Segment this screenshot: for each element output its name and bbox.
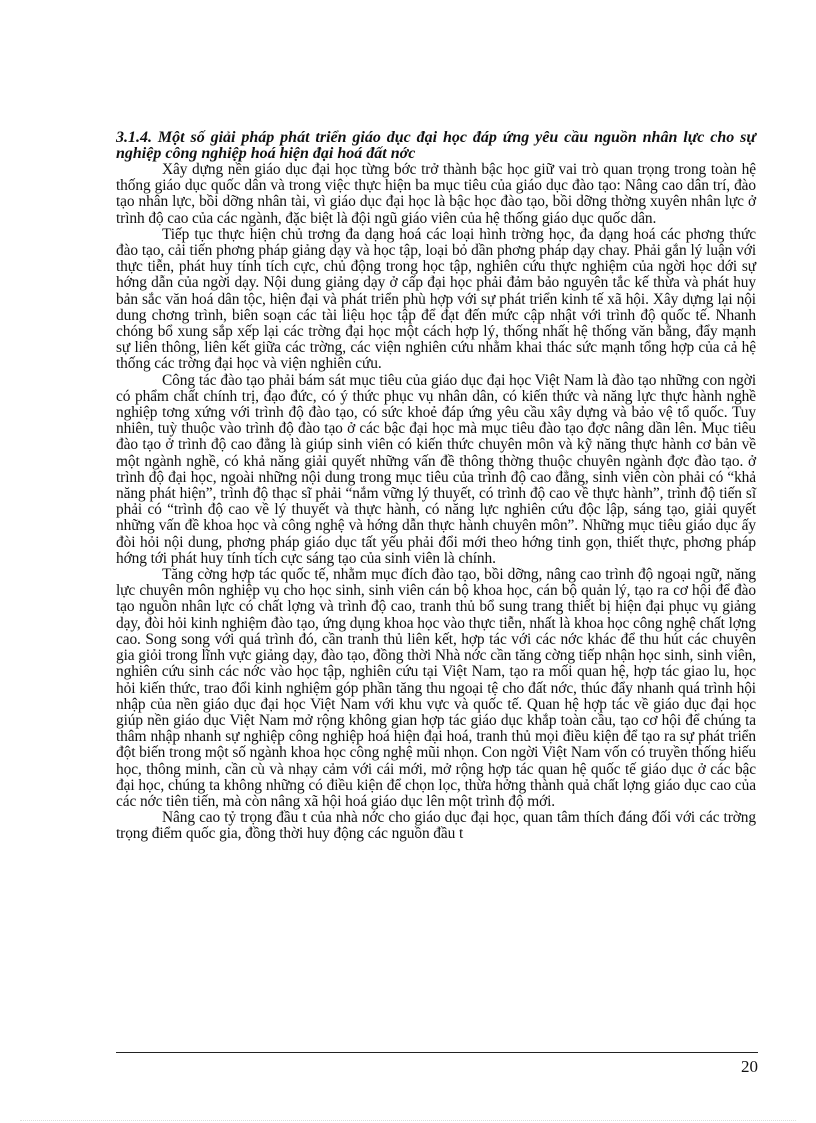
paragraph: Tăng cờng hợp tác quốc tế, nhằm mục đích đào tạo, bồi dỡng, nâng cao trình độ ngoại ngữ, năng lực chuyên môn nghiệp vụ cho học sinh, sinh viên cán bộ khoa học, cán bộ quản lý, tạo ra cơ hội để đào tạo nguồn nhân lực có chất lợng và trình độ cao, tranh thủ bổ sung trang thiết bị hiện đại phục vụ giảng dạy, đòi hỏi kinh nghiệm đào tạo, ứng dụng khoa học vào thực tiễn, nhất là khoa học công nghệ chất lợng cao. Song song với quá trình đó, cần tranh thủ liên kết, hợp tác với các nớc khác để thu hút các chuyên gia giỏi trong lĩnh vực giảng dạy, đào tạo, đồng thời Nhà nớc cần tăng cờng tiếp nhận học sinh, sinh viên, nghiên cứu sinh các nớc vào học tập, nghiên cứu tại Việt Nam, tạo ra mối quan hệ, hợp tác giao lu, học hỏi kiến thức, trao đổi kinh nghiệm góp phần tăng thu ngoại tệ cho đất nớc, thúc đẩy nhanh quá trình hội nhập của nền giáo dục đại học Việt Nam với khu vực và quốc tế. Quan hệ hợp tác về giáo dục đại học giúp nền giáo dục Việt Nam mở rộng không gian hợp tác giáo dục khắp toàn cầu, tạo cơ hội để chúng ta thâm nhập nhanh sự nghiệp công nghiệp hoá hiện đại hoá, tranh thủ mọi điều kiện để tạo ra sự phát triển đột biến trong một số ngành khoa học công nghệ mũi nhọn. Con ngời Việt Nam vốn có truyền thống hiếu học, thông minh, cần cù và nhạy cảm với cái mới, mở rộng hợp tác quan hệ quốc tế giáo dục ở các bậc đại học, chúng ta không những có điều kiện để chọn lọc, thừa hởng thành quả chất lợng giáo dục cao của các nớc tiên tiến, mà còn nâng xã hội hoá giáo dục lên một trình độ mới. [116,566,756,810]
paragraph: Xây dựng nền giáo dục đại học từng bớc trở thành bậc học giữ vai trò quan trọng trong toàn hệ thống giáo dục quốc dân và trong việc thực hiện ba mục tiêu của giáo dục đào tạo: Nâng cao dân trí, đào tạo nhân lực, bồi dỡng nhân tài, vì giáo dục đại học là bậc học đào tạo, bồi dỡng thờng xuyên nhân lực ở trình độ cao của các ngành, đặc biệt là đội ngũ giáo viên của hệ thống giáo dục quốc dân. [116,161,756,227]
page-number: 20 [741,1057,758,1076]
paragraph: Tiếp tục thực hiện chủ trơng đa dạng hoá các loại hình trờng học, đa dạng hoá các phơng thức đào tạo, cải tiến phơng pháp giảng dạy và học tập, loại bỏ dần phơng pháp dạy chay. Phải gắn lý luận với thực tiễn, phát huy tính tích cực, chủ động trong học tập, nghiên cứu thực nghiệm của ngời học dới sự hớng dẫn của ngời dạy. Nội dung giảng dạy ở cấp đại học phải đảm bảo nguyên tắc kế thừa và phát huy bản sắc văn hoá dân tộc, hiện đại và phát triển phù hợp với sự phát triển kinh tế xã hội. Xây dựng lại nội dung chơng trình, biên soạn các tài liệu học tập để đạt đến mức cập nhật với trình độ quốc tế. Nhanh chóng bổ xung sắp xếp lại các trờng đại học một cách hợp lý, thống nhất hệ thống văn bằng, đẩy mạnh sự liên thông, liên kết giữa các trờng, các viện nghiên cứu nhằm khai thác sức mạnh tổng hợp của cả hệ thống các trờng đại học và viện nghiên cứu. [116,225,756,373]
footer-divider [116,1052,758,1053]
section-heading: 3.1.4. Một số giải pháp phát triển giáo dục đại học đáp ứng yêu cầu nguồn nhân lực cho sự nghiệp công nghiệp hoá hiện đại hoá đất nớc [116,129,756,162]
paragraph: Nâng cao tỷ trọng đầu t của nhà nớc cho giáo dục đại học, quan tâm thích đáng đối với các trờng trọng điểm quốc gia, đồng thời huy động các nguồn đầu t [116,809,756,843]
page-content [116,130,756,843]
page-break-divider [20,1120,796,1121]
paragraph: Công tác đào tạo phải bám sát mục tiêu của giáo dục đại học Việt Nam là đào tạo những con ngời có phẩm chất chính trị, đạo đức, có ý thức phục vụ nhân dân, có kiến thức và năng lực thực hành nghề nghiệp tơng xứng với trình độ đào tạo, có sức khoẻ đáp ứng yêu cầu xây dựng và bảo vệ tổ quốc. Tuy nhiên, tuỳ thuộc vào trình độ đào tạo ở các bậc đại học mà mục tiêu đào tạo đợc nâng dần lên. Mục tiêu đào tạo ở trình độ cao đẳng là giúp sinh viên có kiến thức chuyên môn và kỹ năng thực hành cơ bản về một ngành nghề, có khả năng giải quyết những vấn đề thông thờng thuộc chuyên ngành đợc đào tạo. ở trình độ đại học, ngoài những nội dung trong mục tiêu của trình độ cao đẳng, sinh viên còn phải có “khả năng phát hiện”, trình độ thạc sĩ phải “nắm vững lý thuyết, có trình độ cao về thực hành”, trình độ tiến sĩ phải có “trình độ cao về lý thuyết và thực hành, có năng lực nghiên cứu độc lập, sáng tạo, giải quyết những vấn đề khoa học và công nghệ và hớng dẫn thực hành chuyên môn”. Những mục tiêu giáo dục ấy đòi hỏi nội dung, phơng pháp giáo dục tất yếu phải đổi mới theo hớng tinh gọn, thiết thực, phơng pháp hớng tới phát huy tính tích cực sáng tạo của sinh viên là chính. [116,371,756,567]
